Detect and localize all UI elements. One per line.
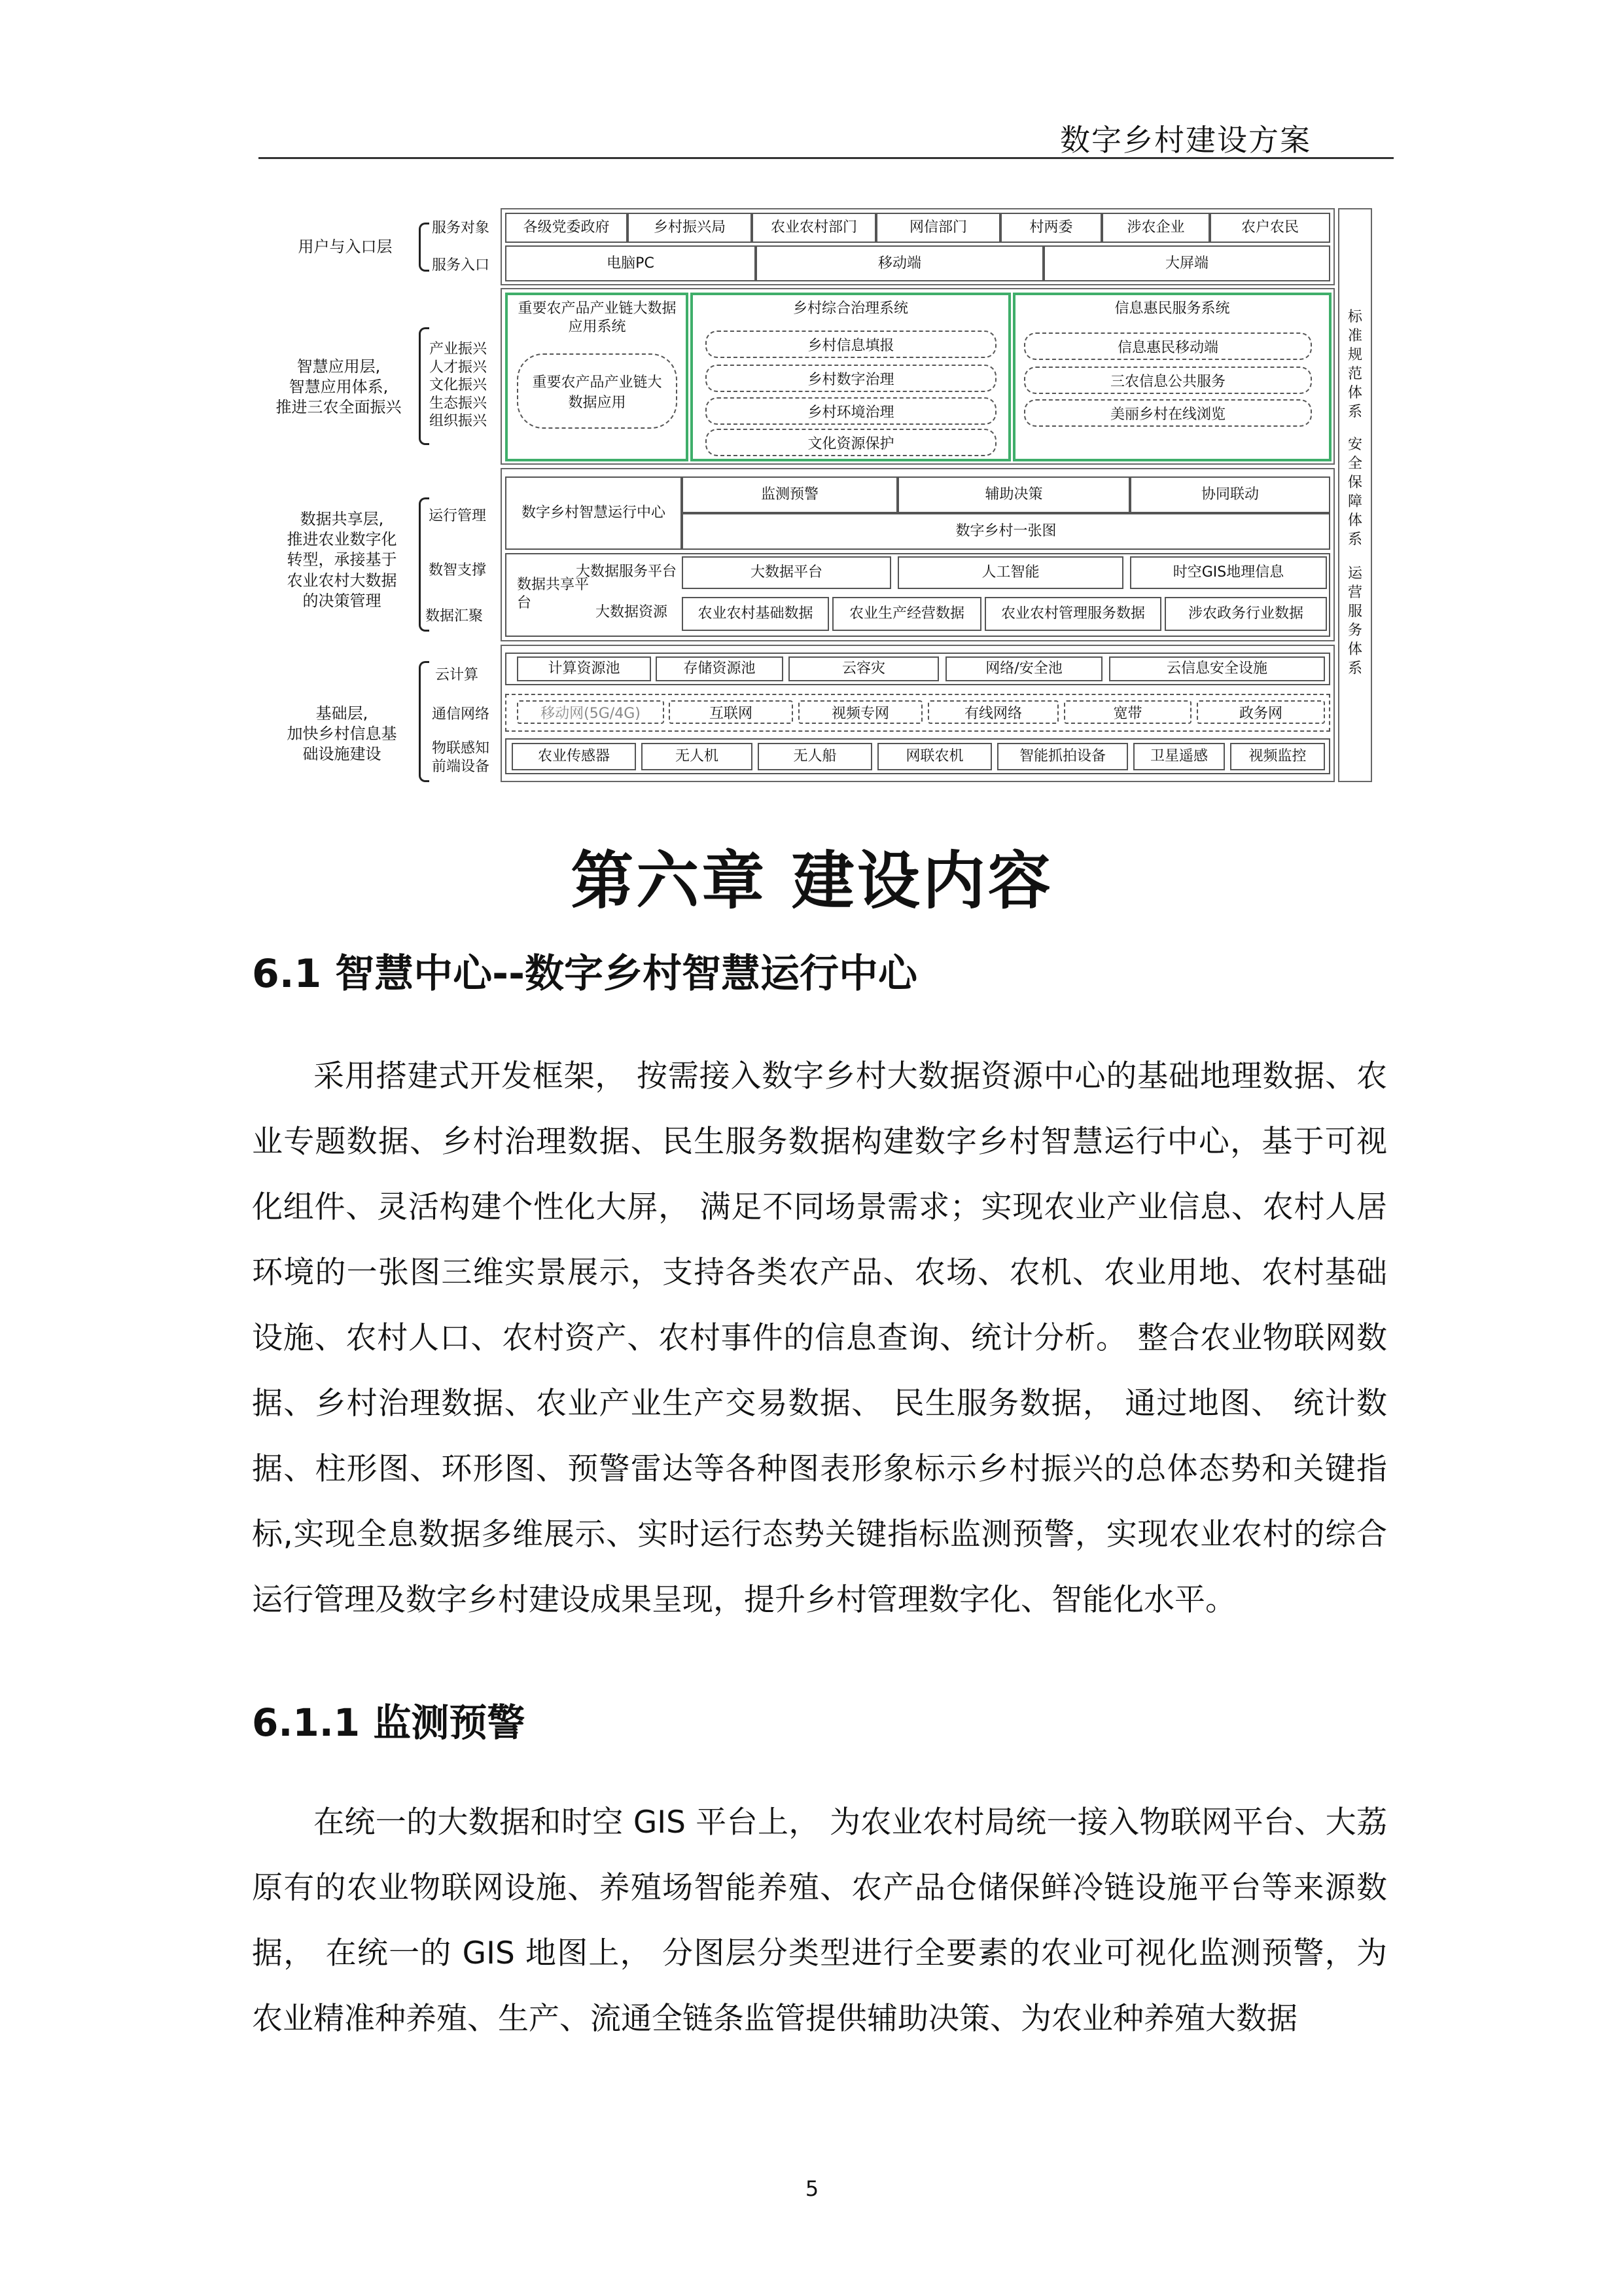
section-heading: 6.1 智慧中心--数字乡村智慧运行中心 bbox=[252, 951, 917, 997]
iot-item: 智能抓拍设备 bbox=[997, 743, 1128, 770]
network-item: 有线网络 bbox=[928, 700, 1059, 724]
service-object: 网信部门 bbox=[876, 213, 1000, 243]
running-header: 数字乡村建设方案 bbox=[1060, 122, 1311, 158]
cloud-item: 网络/安全池 bbox=[945, 656, 1103, 681]
sys2-title: 乡村综合治理系统 bbox=[792, 300, 908, 317]
sub-smart-list: 产业振兴 人才振兴 文化振兴 生态振兴 组织振兴 bbox=[429, 341, 487, 429]
sub-support: 数智支撑 bbox=[429, 562, 487, 579]
resource-item: 农业生产经营数据 bbox=[832, 597, 981, 631]
network-item: 互联网 bbox=[669, 700, 793, 724]
sub-service-objects: 服务对象 bbox=[432, 220, 490, 236]
sys2-item: 乡村信息填报 bbox=[705, 331, 997, 358]
sub-network: 通信网络 bbox=[432, 706, 490, 723]
ops-map: 数字乡村一张图 bbox=[682, 513, 1330, 550]
platform-service-label: 大数据服务平台 bbox=[576, 564, 677, 580]
layer-base-label: 基础层, 加快乡村信息基 础设施建设 bbox=[287, 704, 397, 764]
brace-user bbox=[419, 223, 429, 272]
page-number: 5 bbox=[805, 2176, 819, 2201]
brace-base bbox=[419, 661, 429, 782]
sub-service-entry: 服务入口 bbox=[432, 257, 490, 274]
platform-title: 数据共享平台 bbox=[517, 577, 590, 611]
service-object: 涉农企业 bbox=[1102, 213, 1210, 243]
sub-ops: 运行管理 bbox=[429, 508, 487, 524]
platform-resources-label: 大数据资源 bbox=[595, 604, 668, 620]
cloud-item: 计算资源池 bbox=[517, 656, 651, 681]
ops-item: 监测预警 bbox=[682, 476, 898, 513]
cloud-item: 云容灾 bbox=[788, 656, 939, 681]
service-entry: 电脑PC bbox=[505, 245, 756, 281]
sys1-title: 重要农产品产业链大数据应用系统 bbox=[518, 300, 677, 335]
network-item: 宽带 bbox=[1064, 700, 1192, 724]
sys2-item: 乡村数字治理 bbox=[705, 365, 997, 392]
layer-smart-label: 智慧应用层, 智慧应用体系, 推进三农全面振兴 bbox=[275, 357, 402, 417]
ops-center: 数字乡村智慧运行中心 bbox=[505, 476, 682, 550]
sys1-item: 重要农产品产业链大数据应用 bbox=[517, 353, 677, 429]
side-security: 安全保障体系 bbox=[1347, 437, 1362, 548]
service-entry: 移动端 bbox=[756, 245, 1044, 281]
ops-item: 协同联动 bbox=[1130, 476, 1330, 513]
iot-item: 卫星遥感 bbox=[1133, 743, 1225, 770]
network-item: 移动网(5G/4G) bbox=[517, 700, 664, 724]
sys3-item: 信息惠民移动端 bbox=[1024, 332, 1312, 360]
body-paragraph: 采用搭建式开发框架， 按需接入数字乡村大数据资源中心的基础地理数据、农业专题数据、乡村治理数据、民生服务数据构建数字乡村智慧运行中心，基于可视化组件、灵活构建个性化大屏， 满足不同场景需求；实现农业产业信息、农村人居环境的一张图三维实景展示，支持各类农产品、农场、农机、农业用地、农村基础设施、农村人口、农村资产、农村事件的信息查询、统计分析。 整合农业物联网数据、乡村治理数据、农业产业生产交易数据、 民生服务数据， 通过地图、 统计数据、柱形图、环形图、预警雷达等各种图表形象标示乡村振兴的总体态势和关键指标,实现全息数据多维展示、实时运行态势关键指标监测预警，实现农业农村的综合运行管理及数字乡村建设成果呈现，提升乡村管理数字化、智能化水平。 bbox=[252, 1058, 1387, 1618]
ops-item: 辅助决策 bbox=[898, 476, 1130, 513]
sys2-item: 文化资源保护 bbox=[705, 429, 997, 456]
side-standard: 标准规范体系 bbox=[1347, 309, 1362, 421]
subsection-heading: 6.1.1 监测预警 bbox=[252, 1700, 525, 1745]
service-entry: 大屏端 bbox=[1044, 245, 1330, 281]
resource-item: 涉农政务行业数据 bbox=[1165, 597, 1327, 631]
architecture-diagram bbox=[0, 0, 1624, 825]
service-object: 村两委 bbox=[1000, 213, 1102, 243]
platform-item: 时空GIS地理信息 bbox=[1130, 556, 1327, 589]
iot-item: 无人船 bbox=[758, 743, 872, 770]
layer-data-label: 数据共享层, 推进农业数字化 转型，承接基于 农业农村大数据 的决策管理 bbox=[287, 510, 397, 610]
sys3-title: 信息惠民服务系统 bbox=[1114, 300, 1230, 317]
service-object: 农户农民 bbox=[1210, 213, 1330, 243]
network-item: 政务网 bbox=[1197, 700, 1325, 724]
layer-user-label: 用户与入口层 bbox=[298, 238, 393, 256]
resource-item: 农业农村管理服务数据 bbox=[985, 597, 1161, 631]
cloud-item: 存储资源池 bbox=[656, 656, 783, 681]
service-object: 农业农村部门 bbox=[752, 213, 876, 243]
sys2-item: 乡村环境治理 bbox=[705, 397, 997, 425]
sub-cloud: 云计算 bbox=[435, 667, 479, 683]
iot-item: 视频监控 bbox=[1230, 743, 1325, 770]
network-item: 视频专网 bbox=[798, 700, 923, 724]
resource-item: 农业农村基础数据 bbox=[682, 597, 829, 631]
cloud-item: 云信息安全设施 bbox=[1109, 656, 1325, 681]
body-paragraph: 在统一的大数据和时空 GIS 平台上， 为农业农村局统一接入物联网平台、大荔原有的农业物联网设施、养殖场智能养殖、农产品仓储保鲜冷链设施平台等来源数据， 在统一的 GIS 地图上， 分图层分类型进行全要素的农业可视化监测预警，为农业精准种养殖、生产、流通全链条监管提供辅助决策、为农业种养殖大数据 bbox=[252, 1804, 1387, 2037]
chapter-title: 第六章 建设内容 bbox=[571, 844, 1053, 918]
sys3-item: 三农信息公共服务 bbox=[1024, 367, 1312, 394]
sub-iot: 物联感知前端设备 bbox=[432, 740, 490, 775]
platform-item: 大数据平台 bbox=[682, 556, 891, 589]
iot-item: 网联农机 bbox=[877, 743, 992, 770]
iot-item: 无人机 bbox=[641, 743, 752, 770]
iot-item: 农业传感器 bbox=[512, 743, 636, 770]
platform-item: 人工智能 bbox=[898, 556, 1123, 589]
sub-collect: 数据汇聚 bbox=[425, 608, 484, 624]
service-object: 乡村振兴局 bbox=[627, 213, 752, 243]
sys3-item: 美丽乡村在线浏览 bbox=[1024, 399, 1312, 427]
side-operation: 运营服务体系 bbox=[1347, 565, 1362, 677]
service-object: 各级党委政府 bbox=[505, 213, 627, 243]
